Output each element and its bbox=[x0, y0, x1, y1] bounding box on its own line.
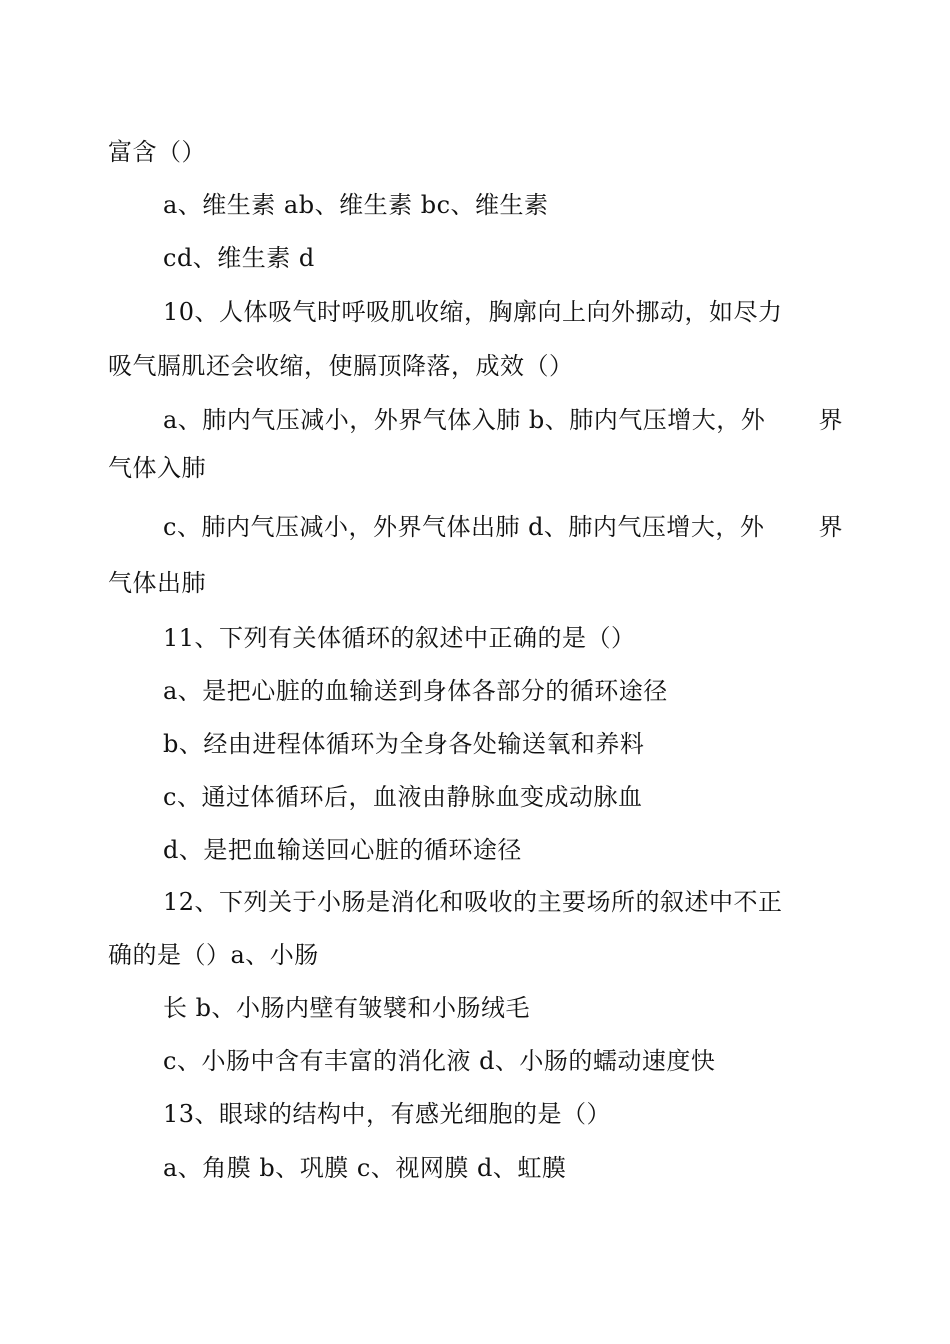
option-line: a、维生素 ab、维生素 bc、维生素 bbox=[163, 191, 549, 219]
option-line: cd、维生素 d bbox=[163, 244, 315, 272]
question-10: 10、人体吸气时呼吸肌收缩，胸廓向上向外挪动，如尽力 bbox=[163, 298, 783, 326]
option-text-tail: 界 bbox=[818, 513, 843, 541]
text-line: 富含（） bbox=[108, 138, 206, 166]
option-text: c、肺内气压减小，外界气体出肺 d、肺内气压增大，外 bbox=[163, 513, 765, 541]
question-12-continued: 确的是（）a、小肠 bbox=[108, 941, 319, 969]
option-line: d、是把血输送回心脏的循环途径 bbox=[163, 836, 522, 864]
option-line-justified bbox=[163, 404, 843, 436]
question-11: 11、下列有关体循环的叙述中正确的是（） bbox=[163, 624, 636, 652]
option-line: a、角膜 b、巩膜 c、视网膜 d、虹膜 bbox=[163, 1154, 567, 1182]
option-line: c、通过体循环后，血液由静脉血变成动脉血 bbox=[163, 783, 643, 811]
option-line-continued: 气体入肺 bbox=[108, 454, 206, 482]
option-line: a、是把心脏的血输送到身体各部分的循环途径 bbox=[163, 677, 668, 705]
option-line: b、经由进程体循环为全身各处输送氧和养料 bbox=[163, 730, 645, 758]
option-text-tail: 界 bbox=[818, 406, 843, 434]
option-text: a、肺内气压减小，外界气体入肺 b、肺内气压增大，外 bbox=[163, 406, 766, 434]
option-line-justified bbox=[163, 511, 843, 543]
option-line: 长 b、小肠内壁有皱襞和小肠绒毛 bbox=[163, 994, 530, 1022]
question-13: 13、眼球的结构中，有感光细胞的是（） bbox=[163, 1100, 612, 1128]
option-line: c、小肠中含有丰富的消化液 d、小肠的蠕动速度快 bbox=[163, 1047, 716, 1075]
option-line-continued: 气体出肺 bbox=[108, 569, 206, 597]
question-12: 12、下列关于小肠是消化和吸收的主要场所的叙述中不正 bbox=[163, 888, 783, 916]
question-10-continued: 吸气膈肌还会收缩，使膈顶降落，成效（） bbox=[108, 352, 574, 380]
